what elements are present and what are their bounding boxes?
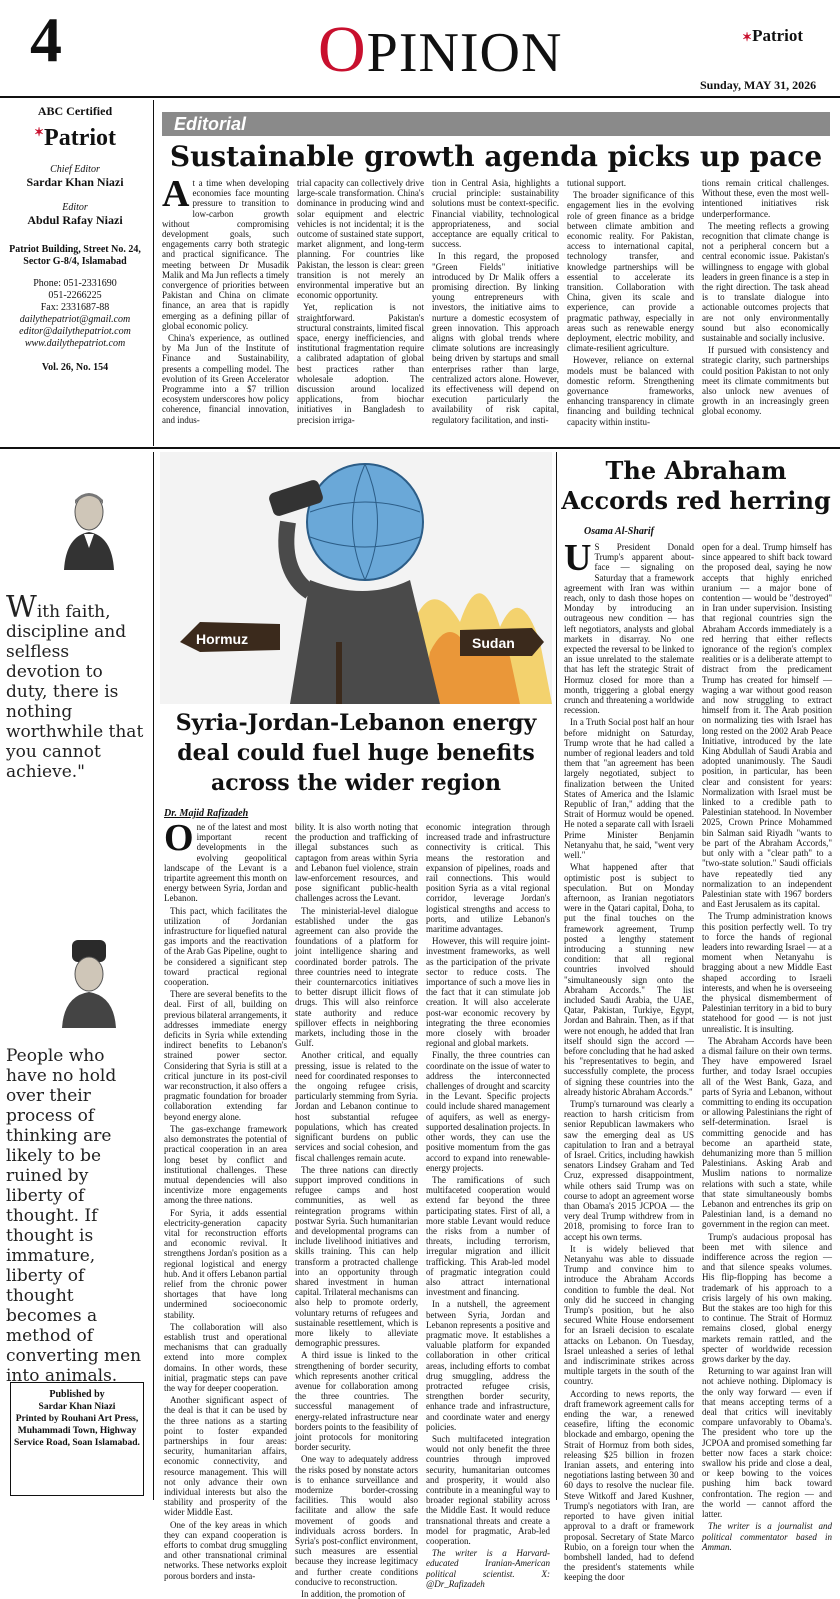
editorial-body bbox=[162, 173, 830, 442]
syria-headline: Syria-Jordan-Lebanon energy deal could fuel huge benefits across the wider region bbox=[175, 710, 537, 796]
chief-editor-name: Sardar Khan Niazi bbox=[26, 175, 124, 189]
abraham-writer-note: The writer is a journalist and political commentator based in Amman. bbox=[702, 1521, 832, 1552]
email-1[interactable]: dailythepatriot@gmail.com bbox=[19, 314, 131, 325]
sign-hormuz: Hormuz bbox=[196, 631, 249, 647]
section-title bbox=[318, 13, 563, 86]
portrait-jinnah bbox=[58, 484, 120, 570]
editor-name: Abdul Rafay Niazi bbox=[27, 213, 123, 227]
abraham-headline: The Abraham Accords red herring bbox=[561, 456, 831, 515]
syria-byline: Dr. Majid Rafizadeh bbox=[164, 808, 249, 819]
portrait-iqbal bbox=[54, 938, 124, 1024]
syria-body bbox=[164, 817, 550, 1599]
editorial-column: A t a time when developing economies face mounting pressure to transition to low-carbon growth without compromising development goals, such engagements carry both strategic and practical significance. The meeting between Dr Musadik Malik and Ma Jun reflects a timely convergence of priorities between Pakistan and China on climate finance, an area that is rapidly emerging as a defining pillar of global economic policy. China's experience, as outlined by Ma Jun of the Institute of Finance and Sustainability, presents a compelling model. The evolution of its Green Accelerator Programme into a $7 trillion ecosystem underscores how policy coherence, financial innovation, and indus- bbox=[162, 173, 289, 425]
syria-column: O ne of the latest and most important recent developments in the evolving geopolitical landscape of the Levant is a tripartite agreement this month on energy between Syria, Jordan and Lebanon. This pact, which facilitates the utilization of Jordanian infrastructure for liquefied natural gas imports and the reactivation of the Arab Gas Pipeline, ought to be considered a significant step toward practical regional cooperation. There are several benefits to the deal. First of all, building on previous bilateral arrangements, it addresses immediate energy deficits in Syria while extending indirect benefits to Lebanon's strained power sector. Considering that Syria is still at a critical juncture in its post-civil war reconstruction, it also offers a pragmatic foundation for broader collaboration extending far beyond energy alone. The gas-exchange framework also demonstrates the potential of practical cooperation in an area long beset by conflict and institutional challenges. These mutual dependencies will also incentivize more engagements among the three nations. For Syria, it adds essential electricity-generation capacity vital for reconstruction efforts and economic revival. It strengthens Jordan's position as a regional logistical and energy hub. And it offers Lebanon partial relief from the chronic power shortages that have long undermined socioeconomic stability. The collaboration will also establish trust and operational mechanisms that can gradually extend into more complex domains. In other words, these initial, pragmatic steps can pave the way for deeper cooperation. Another significant aspect of the deal is that it can be used by the three nations as a starting point to foster expanded partnerships in four areas: security, humanitarian affairs, economic connectivity, and resource management. This will not only advance their own individual interests but also the stability and prosperity of the wider Middle East. One of the key areas in which they can expand cooperation is efforts to combat drug smuggling and other transnational criminal networks. These networks exploit porous borders and insta- bbox=[164, 817, 287, 1581]
page-number: 4 bbox=[30, 4, 62, 75]
phone-2: 051-2266225 bbox=[48, 290, 102, 301]
abraham-body bbox=[564, 537, 832, 1583]
quote-bottom: People who have no hold over their process of thinking are likely to be ruined by liberty of thought. If thought is immature, liberty of thought becomes a method of converting men into animals. bbox=[6, 1046, 142, 1386]
contact-block bbox=[0, 278, 150, 350]
left-divider bbox=[153, 452, 154, 1500]
brand-star-icon: ✶ bbox=[742, 30, 753, 44]
fax: Fax: 2331687-88 bbox=[40, 302, 110, 313]
website[interactable]: www.dailythepatriot.com bbox=[24, 338, 126, 349]
email-2[interactable]: editor@dailythepatriot.com bbox=[19, 326, 131, 337]
editorial-column: tion in Central Asia, highlights a crucial principle: sustainability solutions must be context-specific. Financial viability, technological appropriateness, and social acceptance are equally critical to success. In this regard, the proposed "Green Fields" initiative introduced by Dr Malik offers a promising direction. By linking young entrepreneurs with investors, the initiative aims to nurture a domestic ecosystem of green innovation. This approach aligns with global trends where climate solutions are increasingly being driven by startups and small enterprises rather than large, centralized actors alone. However, its effectiveness will depend on execution particularly the availability of risk capital, regulatory facilitation, and insti- bbox=[432, 178, 559, 425]
printer-info: Printed by Rouhani Art Press, Muhammadi Town, Highway Service Road, Soan Islamabad. bbox=[14, 1414, 140, 1448]
chief-editor-label: Chief Editor bbox=[50, 164, 100, 175]
syria-writer-note: The writer is a Harvard-educated Iranian-American political scientist. X: @Dr_Rafizadeh bbox=[426, 1548, 550, 1589]
abraham-column: U S President Donald Trump's apparent about-face — signaling on Saturday that a framework agreement with Iran was within reach, only to dash those hopes on Monday by introducing an outrageous new condition — has left negotiators, analysts and global markets in disarray. No one expected the reversal to be linked to an issue unrelated to the stalemate that has left the strategic Strait of Hormuz closed for more than a month, triggering a global energy crunch and threatening a worldwide recession. In a Truth Social post half an hour before midnight on Saturday, Trump wrote that he had called a number of regional leaders and told them that "an agreement has been largely negotiated, subject to finalization between the United States of America and the Islamic Republic of Iran," adding that the Strait of Hormuz would be opened. He noted a separate call with Israeli Prime Minister Benjamin Netanyahu that, he said, "went very well." What happened after that optimistic post is subject to speculation. But on Monday afternoon, as Iranian negotiators were in the Qatari capital, Doha, to put the final touches on the framework agreement, Trump posted a lengthy statement introducing a stunning new condition: that all regional countries involved should "simultaneously sign onto the Abraham Accords." The list included Saudi Arabia, the UAE, Qatar, Pakistan, Turkiye, Egypt, Jordan and Bahrain. Then, as if that were not enough, he added that Iran itself should sign the accord — before concluding that he had asked his "representatives to begin, and successfully complete, the process of signing these countries into the already historic Abraham Accords." Trump's turnaround was clearly a reaction to harsh criticism from senior Republican lawmakers who saw the emerging deal as US capitulation to Iran and a betrayal of Israel. Critics, including hawkish senators Lindsey Graham and Ted Cruz, expressed disappointment, while others said Trump was on course to adopt an agreement worse than Obama's 2015 JCPOA — the very deal Trump withdrew from in 2018, promising to force Iran to accept his own terms. It is widely believed that Netanyahu was able to dissuade Trump and convince him to introduce the Abraham Accords condition to fumble the deal. Not only did he succeed in changing Trump's position, but he also secured White House endorsement for an Israeli decision to escalate attacks on Lebanon. On Tuesday, Israel unleashed a series of lethal and indiscriminate strikes across multiple targets in the south of the country. According to news reports, the draft framework agreement calls for ending the war, a renewed ceasefire, lifting the economic blockade and embargo, opening the Strait of Hormuz from both sides, releasing $25 billion in frozen Iranian assets, and entering into negotiations lasting between 30 and 60 days to resolve the nuclear file. Steve Witkoff and Jared Kushner, Trump's negotiators with Iran, are reported to have given initial approval to a draft or framework proposal. Secretary of State Marco Rubio, on a foreign tour when the bombshell landed, had to defend the president's statements while keeping the door bbox=[564, 537, 694, 1583]
masthead-brand: ✶Patriot bbox=[742, 26, 804, 45]
right-divider bbox=[556, 452, 557, 1500]
editorial-tag: Editorial bbox=[162, 112, 830, 136]
drop-cap: U bbox=[564, 537, 592, 579]
abraham-byline: Osama Al-Sharif bbox=[584, 526, 654, 537]
section-rule bbox=[0, 447, 840, 449]
editorial-headline: Sustainable growth agenda picks up pace bbox=[169, 140, 823, 173]
editor-label: Editor bbox=[62, 202, 88, 213]
volume: Vol. 26, No. 154 bbox=[41, 362, 109, 373]
quote-top: With faith, discipline and selfless devotion to duty, there is nothing worthwhile that you cannot achieve." bbox=[6, 590, 144, 782]
section-title-rest: PINION bbox=[366, 22, 563, 84]
brand-star-icon: ✶ bbox=[33, 125, 45, 139]
sidebar-divider bbox=[153, 100, 154, 446]
drop-cap: A bbox=[162, 173, 190, 215]
editorial-column: trial capacity can collectively drive large-scale transformation. China's dominance in producing wind and solar equipment and electric vehicles is not incidental; it is the outcome of sustained state support, market alignment, and long-term planning. For countries like Pakistan, the lesson is clear: green transition is not merely an environmental imperative but an economic opportunity. Yet, replication is not straightforward. Pakistan's structural constraints, limited fiscal space, energy inefficiencies, and institutional fragmentation require a calibrated adaptation of global best practices rather than wholesale adoption. The discussion around localized applications, from biochar initiatives in Bangladesh to precision irriga- bbox=[297, 178, 424, 425]
sign-sudan: Sudan bbox=[472, 635, 515, 651]
sidebar-brand: ✶Patriot bbox=[33, 125, 117, 151]
drop-cap: O bbox=[164, 817, 194, 859]
syria-column: bility. It is also worth noting that the production and trafficking of illegal substances such as captagon from areas within Syria and Lebanon fuel violence, strain law-enforcement resources, and pose significant public-health challenges across the Levant. The ministerial-level dialogue established under the gas agreement can also provide the foundations of a platform for joint intelligence sharing and coordinated border patrols. The three countries need to integrate their counternarcotics initiatives to better disrupt illicit flows of drugs. This will also reinforce state authority and reduce spillover effects in neighboring markets, including those in the Gulf. Another critical, and equally pressing, issue is related to the need for coordinated responses to the ongoing refugee crisis, particularly stemming from Syria. Jordan and Lebanon continue to host substantial refugee populations, which has created significant burdens on public services and social cohesion, and fiscal challenges remain acute. The three nations can directly support improved conditions in refugee camps and host communities, as well as reintegration programs within postwar Syria. Such humanitarian and developmental programs can include livelihood initiatives and skills training. This can help transform a protracted challenge into an opportunity through shared investment in human capital. Trilateral mechanisms can also help to promote orderly, voluntary returns of refugees and sustainable resettlement, which is more likely to alleviate demographic pressures. A third issue is linked to the strengthening of border security, which represents another critical avenue for collaboration among the three countries. The successful management of energy-related infrastructure near borders points to the feasibility of joint protocols for monitoring border security. One way to adequately address the risks posed by nonstate actors is to enhance surveillance and modernize border-crossing facilities. This would also facilitate and allow the safe movement of goods and individuals across borders. In Syria's post-conflict environment, such measures are essential because they increase legitimacy and further create conditions conducive to reconstruction. In addition, the promotion of bbox=[295, 822, 418, 1599]
phone: Phone: 051-2331690 bbox=[33, 278, 117, 289]
issue-date: Sunday, MAY 31, 2026 bbox=[700, 78, 817, 92]
sidebar-info bbox=[0, 100, 150, 373]
address: Patriot Building, Street No. 24, Sector G-8/4, Islamabad bbox=[9, 244, 141, 267]
publisher-name: Sardar Khan Niazi bbox=[38, 1402, 116, 1412]
cartoon-illustration bbox=[160, 452, 552, 704]
publisher-box bbox=[10, 1382, 144, 1496]
publisher-label: Published by bbox=[49, 1389, 105, 1400]
syria-column: economic integration through increased trade and infrastructure connectivity is critical. This means the restoration and expansion of pipelines, roads and rail connections. This would position Syria as a vital regional corridor, leverage Jordan's logistical strengths and access to ports, and utilize Lebanon's maritime advantages. However, this will require joint-investment frameworks, as well as the participation of the private sector to reduce costs. The importance of such a move lies in the fact that it can stimulate job creation. It will also accelerate post-war economic recovery by integrating the three economies more closely with broader regional and global markets. Finally, the three countries can coordinate on the issue of water to address the interconnected challenges of drought and scarcity in the Levant. Specific projects could include shared management of aquifers, as well as energy-supported desalination projects. In other words, they can use the positive momentum from the gas accord to expand into renewable-energy projects. The ramifications of such multifaceted cooperation would extend far beyond the three participating states. First of all, a more stable Levant would reduce the risks from a number of threats, including terrorism, irregular migration and illicit trafficking. This Arab-led model of pragmatic integration could also attract international investment and financing. In a nutshell, the agreement between Syria, Jordan and Lebanon represents a positive and pragmatic move. It establishes a valuable platform for expanded collaboration in other critical areas, including efforts to combat drug smuggling, address the protracted refugee crisis, strengthen border security, enhance trade and infrastructure, and coordinate water and energy policies. Such multifaceted integration would not only benefit the three countries through improved security, humanitarian outcomes and prosperity, it would also contribute in a meaningful way to broader regional stability across the Middle East. It would reduce transnational threats and create a model for pragmatic, Arab-led cooperation. The writer is a Harvard-educated Iranian-American political scientist. X: @Dr_Rafizadeh bbox=[426, 822, 550, 1589]
masthead-rule bbox=[0, 96, 840, 98]
editorial-column: tutional support. The broader significance of this engagement lies in the evolving role of green finance as a bridge between climate ambition and economic reality. For Pakistan, access to international capital, technology transfer, and knowledge partnerships will be essential to accelerate its transition. Collaboration with China, given its scale and experience, can provide a pragmatic pathway, especially in areas such as renewable energy deployment, electric mobility, and climate-resilient agriculture. However, reliance on external models must be balanced with domestic reform. Strengthening governance frameworks, enhancing transparency in climate financing and building technical capacity within institu- bbox=[567, 178, 694, 427]
section-title-initial: O bbox=[318, 13, 367, 86]
editorial-column: tions remain critical challenges. Without these, even the most well-intentioned initiatives risk underperformance. The meeting reflects a growing recognition that climate change is not a peripheral concern but a central economic issue. Pakistan's willingness to engage with global leaders in green finance is a step in the right direction. The task ahead is to translate dialogue into actionable outcomes projects that are not only environmentally sound but also economically sustainable and socially inclusive. If pursued with consistency and strategic clarity, such partnerships could position Pakistan to not only meet its climate commitments but also unlock new avenues of growth in an increasingly green global economy. bbox=[702, 178, 829, 417]
certification: ABC Certified bbox=[37, 104, 113, 118]
abraham-column: open for a deal. Trump himself has since appeared to shift back toward the proposed deal, saying he now accepts that highly enriched uranium — a major bone of contention — would be "destroyed" in Iran under supervision. Insisting that regional countries sign the Abraham Accords immediately is a red herring that either reflects ignorance of the region's complex realities or is a deliberate attempt to distract from the predicament Trump has created for himself — waging a war without good reason and now struggling to extract himself from it. The Arab position on normalizing ties with Israel has long rested on the 2002 Arab Peace Initiative, introduced by the late King Abdullah of Saudi Arabia and adopted unanimously. The Saudi position, in particular, has been clear and consistent for years: Normalization with Israel must be linked to a credible path to Palestinian statehood. In November 2025, Crown Prince Mohammed bin Salman said Riyadh "wants to be part of the Abraham Accords," but only with a "clear path" to a "two-state solution." Saudi officials have repeatedly tied any normalization to an independent Palestinian state with 1967 borders and East Jerusalem as its capital. The Trump administration knows this position perfectly well. To try to force the hands of regional leaders into rewarding Israel — at a moment when Netanyahu is bragging about a new Middle East shaped according to Israeli interests, and when he is overseeing the physical dismemberment of Palestinian territory in a bid to bury statehood for good — is not just unrealistic. It is insulting. The Abraham Accords have been a dismal failure on their own terms. They have empowered Israel further, and today Israel occupies all of the West Bank, Gaza, and parts of Syria and Lebanon, without committing to ending its occupation or allowing Palestinians the right of self-determination. Israel is committing genocide and has become an apartheid state, dehumanizing more than 5 million Palestinians. Asking Arab and Muslim nations to normalize relations with such a state, while that state simultaneously bombs Lebanon and entrenches its grip on Palestinian land, is a demand no government in the region can meet. Trump's audacious proposal has been met with silence and indifference across the region — and that silence speaks volumes. His flip-flopping has become a trademark of his approach to a crisis largely of his own making. But the stakes are too high for this to continue. The Strait of Hormuz remains closed, global energy markets remain rattled, and the specter of worldwide recession grows darker by the day. Returning to war against Iran will not achieve nothing. Diplomacy is the only way forward — even if that means accepting terms of a deal that critics will inevitably compare unfavorably to Obama's. The president who tore up the JCPOA and promised something far better now faces a stark choice: swallow his pride and close a deal, or keep bowing to the voices pushing him back toward confrontation. The region — and the world — cannot afford the latter. The writer is a journalist and political commentator based in Amman. bbox=[702, 542, 832, 1552]
